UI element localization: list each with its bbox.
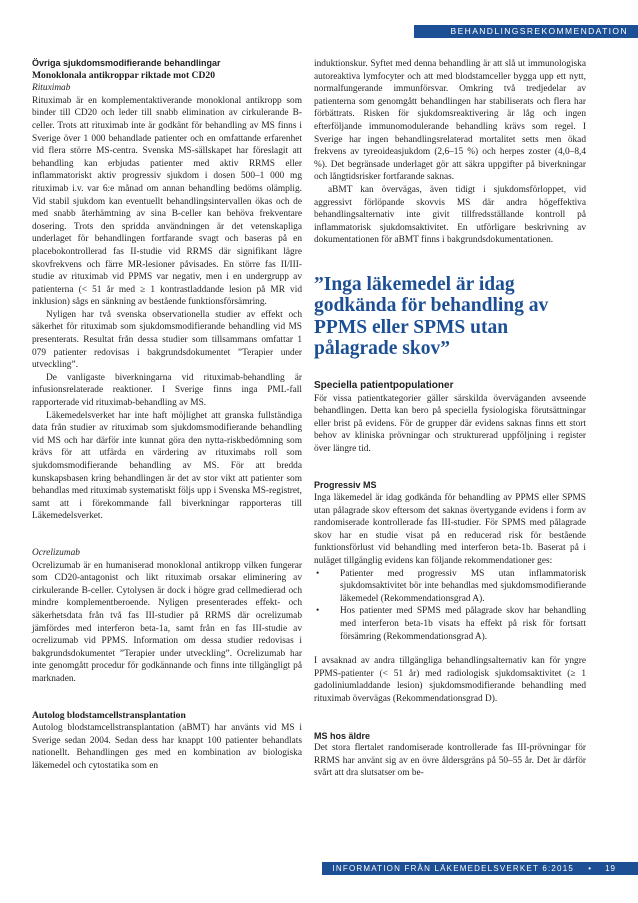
abmt-paragraph: Autolog blodstamcellstransplantation (aBMT) har använts vid MS i Sverige sedan 2004. Sedan dess har knappt 100 patienter behandlats nationellt. Behandlingen ges med en kombination av biologiska läkemedel och cytostatika som en (32, 723, 302, 771)
right-column (314, 58, 586, 780)
abmt-consideration-paragraph: aBMT kan övervägas, även tidigt i sjukdomsförloppet, vid aggressivt förlöpande skovvis MS där andra högeffektiva behandlingsalternativ inte givit tillfredsställande kontroll på inflammatorisk sjukdomsaktivitet. En utförligare beskrivning av dokumentationen för aBMT finns i bakgrundsdokumentationen. (314, 184, 586, 246)
bullet-icon: • (316, 568, 320, 579)
footer-publication: INFORMATION FRÅN LÄKEMEDELSVERKET 6:2015 (332, 864, 574, 873)
ocrelizumab-paragraph: Ocrelizumab är en humaniserad monoklonal antikropp vilken fungerar som CD20-antagonist och likt rituximab orsakar eliminering av cirkulerande B-celler. Cytolysen är dock i högre grad cellmedierad och mindre komplementberoende. Nyligen presenterades effekt- och säkerhetsdata från två fas III-studier på RRMS där ocrelizumab jämfördes med interferon beta-1a, samt från en fas III-studie av ocrelizumab vid PPMS. Information om dessa studier redovisas i bakgrundsdokumentet ”Terapier under utveckling”. Ocrelizumab har inte genomgått procedur för godkännande och finns inte tillgängligt på marknaden. (32, 560, 302, 684)
bullet-icon: • (316, 606, 320, 617)
rituximab-paragraph-2: Nyligen har två svenska observationella studier av effekt och säkerhet för rituximab som sjukdomsmodifierande behandling vid MS presenterats. Resultat från dessa studier som tillsammans omfattar 1 079 patienter redovisas i bakgrundsdokumentet ”Terapier under utveckling”. (32, 309, 302, 371)
list-item: • Hos patienter med SPMS med pålagrade skov har behandling med interferon beta-1b visats ha effekt på risk för fortsatt försämring (Rekommendationsgrad A). (316, 606, 586, 642)
section-label: BEHANDLINGSREKOMMENDATION (450, 26, 628, 36)
pull-quote: ”Inga läkemedel är idag godkända för behandling av PPMS eller SPMS utan pålagrade skov” (314, 273, 549, 360)
subheading-rituximab: Rituximab (32, 83, 71, 94)
heading-cd20-antibodies: Monoklonala antikroppar riktade mot CD20 (32, 69, 216, 81)
ms-elderly-paragraph: Det stora flertalet randomiserade kontrollerade fas III-prövningar för RRMS har använt sig av en övre åldersgräns på 50–55 år. Det är därför svårt att dra slutsatser om be- (314, 743, 586, 779)
list-item: • Patienter med progressiv MS utan inflammatorisk sjukdomsaktivitet bör inte behandlas med sjukdomsmodifierande läkemedel (Rekommendationsgrad A). (316, 568, 586, 604)
heading-progressive-ms: Progressiv MS (314, 480, 377, 491)
page-header (0, 0, 638, 38)
abmt-continued-paragraph: induktionskur. Syftet med denna behandling är att slå ut immunologiska autoreaktiva lymfocyter och att med blodstamceller bygga upp ett nytt, normalfungerande immunförsvar. Omkring två tredjedelar av patienterna som genomgått behandlingen har stabiliserats och flera har förbättrats. Risken för sjukdomsreaktivering är låg och ingen efterföljande immunomodulerande behandling krävs som regel. I Sverige har ingen behandlingsrelaterad mortalitet setts men ökad frekvens av tyreoideasjukdom (2,6–15 %) och herpes zoster (4,0–8,4 %). Det begränsade underlaget gör att säkra uppgifter på biverkningar och långtidsrisker fortfarande saknas. (314, 59, 586, 183)
subheading-ocrelizumab: Ocrelizumab (32, 547, 80, 558)
heading-other-treatments: Övriga sjukdomsmodifierande behandlingar (32, 58, 221, 68)
heading-abmt: Autolog blodstamcellstransplantation (32, 709, 186, 721)
heading-special-populations: Speciella patientpopulationer (314, 379, 454, 391)
rituximab-paragraph-1: Rituximab är en komplementaktiverande monoklonal antikropp som binder till CD20 och leder till snabb elimination av cirkulerande B-celler. Trots att rituximab inte är godkänt för behandling av MS finns i Sverige över 1 000 behandlade patienter och en omfattande erfarenhet vid flera större MS-centra. Svenska MS-sällskapet har föreslagit att behandling kan erbjudas patienter med aktiv RRMS eller inflammatoriskt aktiv progressiv sjukdom i dosen 500–1 000 mg rituximab i.v. var 6:e månad om annan behandling bedöms olämplig. Vid stabil sjukdom kan eventuellt behandlingsintervallen ökas och de med snabb återhämtning av sina B-celler kan behöva frekventare dosering. Trots den spridda användningen är det vetenskapliga underlaget för behandlingen fortfarande svagt och baseras på en placebokontrollerad fas II-studie vid RRMS där signifikant lägre skovfrekvens och färre MR-lesioner påvisades. En större fas II/III-studie av rituximab vid PPMS var negativ, men i en undergrupp av patienterna (< 51 år med ≥ 1 kontrastladdande lesion på MR vid inklusion) sågs en sänkning av bestående funktionsförsämring. (32, 95, 302, 308)
rituximab-paragraph-4: Läkemedelsverket har inte haft möjlighet att granska fullständiga data från studier av rituximab som sjukdomsmodifierande behandling vid MS och har därför inte kunnat göra den nytta-riskbedömning som krävs för att utfärda en värdering av rituximabs roll som sjukdomsmodifierande behandling av MS. För att bredda kunskapsbasen kring behandlingen är det av stor vikt att patienter som behandlas med rituximab systematiskt följs upp i Svenska MS-registret, samt att i förekommande fall biverkningar rapporteras till Läkemedelsverket. (32, 410, 302, 522)
special-populations-paragraph: För vissa patientkategorier gäller särskilda överväganden avseende behandlingen. Detta kan bero på speciella fysiologiska förutsättningar eller brist på evidens. För de grupper där evidens saknas finns ett stort behov av kliniska prövningar och strukturerad uppföljning i register över längre tid. (314, 393, 586, 454)
progressive-ms-paragraph: Inga läkemedel är idag godkända för behandling av PPMS eller SPMS utan pålagrade skov eftersom det saknas övertygande evidens i form av randomiserade kontrollerade fas III-studier. För SPMS med pålagrade skov har en studie visat på en reducerad risk för bestående funktionsförlust vid behandling med interferon beta-1b. Baserat på i nuläget tillgänglig evidens kan följande rekommendationer ges: (314, 493, 586, 567)
heading-ms-elderly: MS hos äldre (314, 730, 371, 741)
recommendation-list (314, 568, 586, 644)
footer-separator: • (588, 864, 591, 873)
page-number: 19 (605, 864, 616, 873)
left-column (32, 57, 302, 772)
rituximab-paragraph-3: De vanligaste biverkningarna vid rituximab-behandling är infusionsrelaterade reaktioner. I Sverige finns inga PML-fall rapporterade vid rituximab-behandling av MS. (32, 372, 302, 409)
progressive-ms-paragraph-2: I avsaknad av andra tillgängliga behandlingsalternativ kan för yngre PPMS-patienter (< 51 år) med radiologisk sjukdomsaktivitet (≥ 1 gadoliniumladdande lesion) sjukdomsmodifierande behandling med rituximab övervägas (Rekommendationsgrad D). (314, 656, 586, 704)
